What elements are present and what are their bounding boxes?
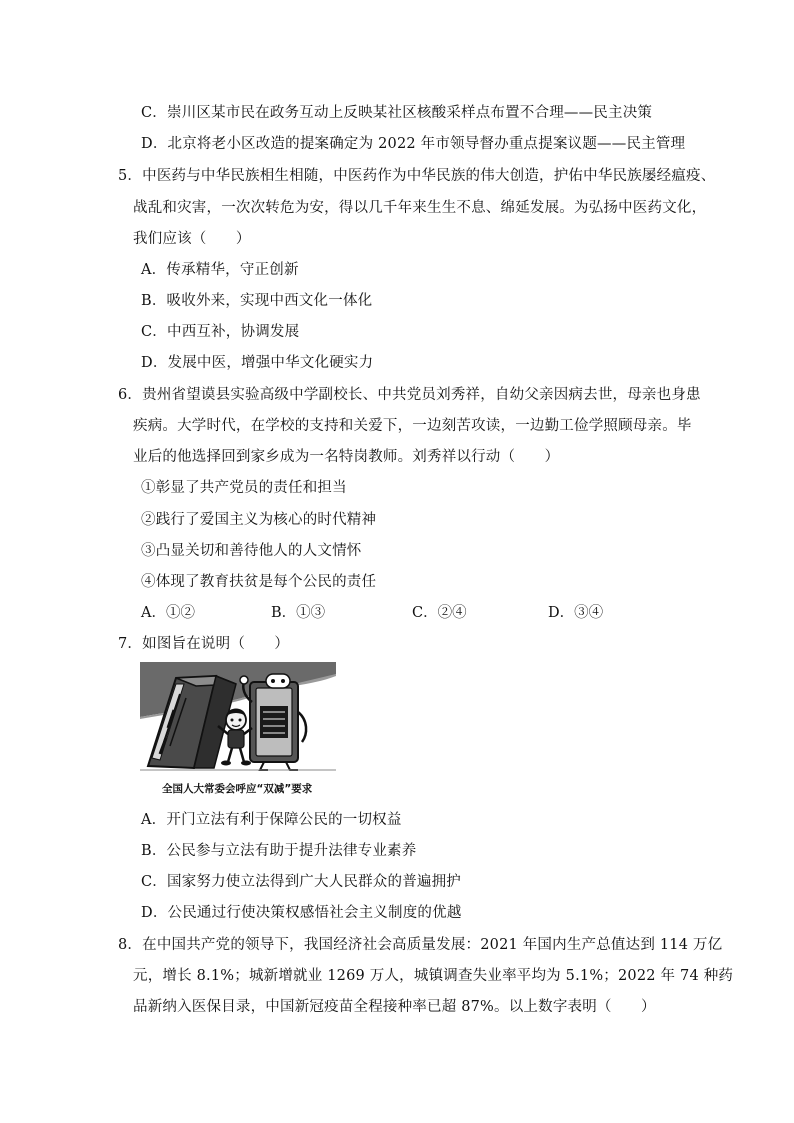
- q8-stem-line-3: 品新纳入医保目录，中国新冠疫苗全程接种率已超 87%。以上数字表明（ ）: [133, 999, 656, 1015]
- q8-stem-line-2: 元，增长 8.1%；城新增就业 1269 万人，城镇调查失业率平均为 5.1%；2022 年 74 种药: [133, 968, 734, 984]
- cartoon-caption: 全国人大常委会呼应“双减”要求: [162, 783, 313, 795]
- q6-stem-line-2: 疾病。大学时代，在学校的支持和关爱下，一边刻苦攻读，一边勤工俭学照顾母亲。毕: [133, 418, 692, 434]
- q6-option-d: D．③④: [548, 605, 604, 621]
- q5-stem-line-1: 5．中医药与中华民族相生相随，中医药作为中华民族的伟大创造，护佑中华民族屡经瘟疫、: [118, 168, 716, 184]
- q7-option-a: A．开门立法有利于保障公民的一切权益: [141, 812, 402, 828]
- cartoon-drawing: [140, 662, 336, 774]
- q6-statement-1: ①彰显了共产党员的责任和担当: [141, 480, 347, 496]
- q6-stem-line-1: 6．贵州省望谟县实验高级中学副校长、中共党员刘秀祥，自幼父亲因病去世，母亲也身患: [118, 387, 701, 403]
- cartoon-image: [140, 662, 336, 774]
- q7-option-c: C．国家努力使立法得到广大人民群众的普遍拥护: [141, 874, 461, 890]
- q7-option-d: D．公民通过行使决策权感悟社会主义制度的优越: [141, 905, 462, 921]
- q6-statement-2: ②践行了爱国主义为核心的时代精神: [141, 512, 377, 528]
- q5-option-a: A．传承精华，守正创新: [141, 262, 299, 278]
- q7-option-b: B．公民参与立法有助于提升法律专业素养: [141, 843, 417, 859]
- q7-stem: 7．如图旨在说明（ ）: [118, 636, 290, 652]
- q5-stem-line-2: 战乱和灾害，一次次转危为安，得以几千年来生生不息、绵延发展。为弘扬中医药文化，: [133, 200, 707, 216]
- q6-statement-4: ④体现了教育扶贫是每个公民的责任: [141, 574, 377, 590]
- q5-option-c: C．中西互补，协调发展: [141, 324, 300, 340]
- q6-statement-3: ③凸显关切和善待他人的人文情怀: [141, 543, 362, 559]
- q5-option-d: D．发展中医，增强中华文化硬实力: [141, 355, 374, 371]
- q6-option-b: B．①③: [271, 605, 326, 621]
- q6-option-a: A．①②: [141, 605, 195, 621]
- q4-option-c: C．崇川区某市民在政务互动上反映某社区核酸采样点布置不合理——民主决策: [141, 105, 653, 121]
- q5-stem-line-3: 我们应该（ ）: [133, 231, 251, 247]
- q6-stem-line-3: 业后的他选择回到家乡成为一名特岗教师。刘秀祥以行动（ ）: [133, 449, 560, 465]
- q5-option-b: B．吸收外来，实现中西文化一体化: [141, 293, 373, 309]
- q4-option-d: D．北京将老小区改造的提案确定为 2022 年市领导督办重点提案议题——民主管理: [141, 136, 686, 152]
- q6-option-c: C．②④: [412, 605, 467, 621]
- q8-stem-line-1: 8．在中国共产党的领导下，我国经济社会高质量发展：2021 年国内生产总值达到 114 万亿: [118, 937, 723, 953]
